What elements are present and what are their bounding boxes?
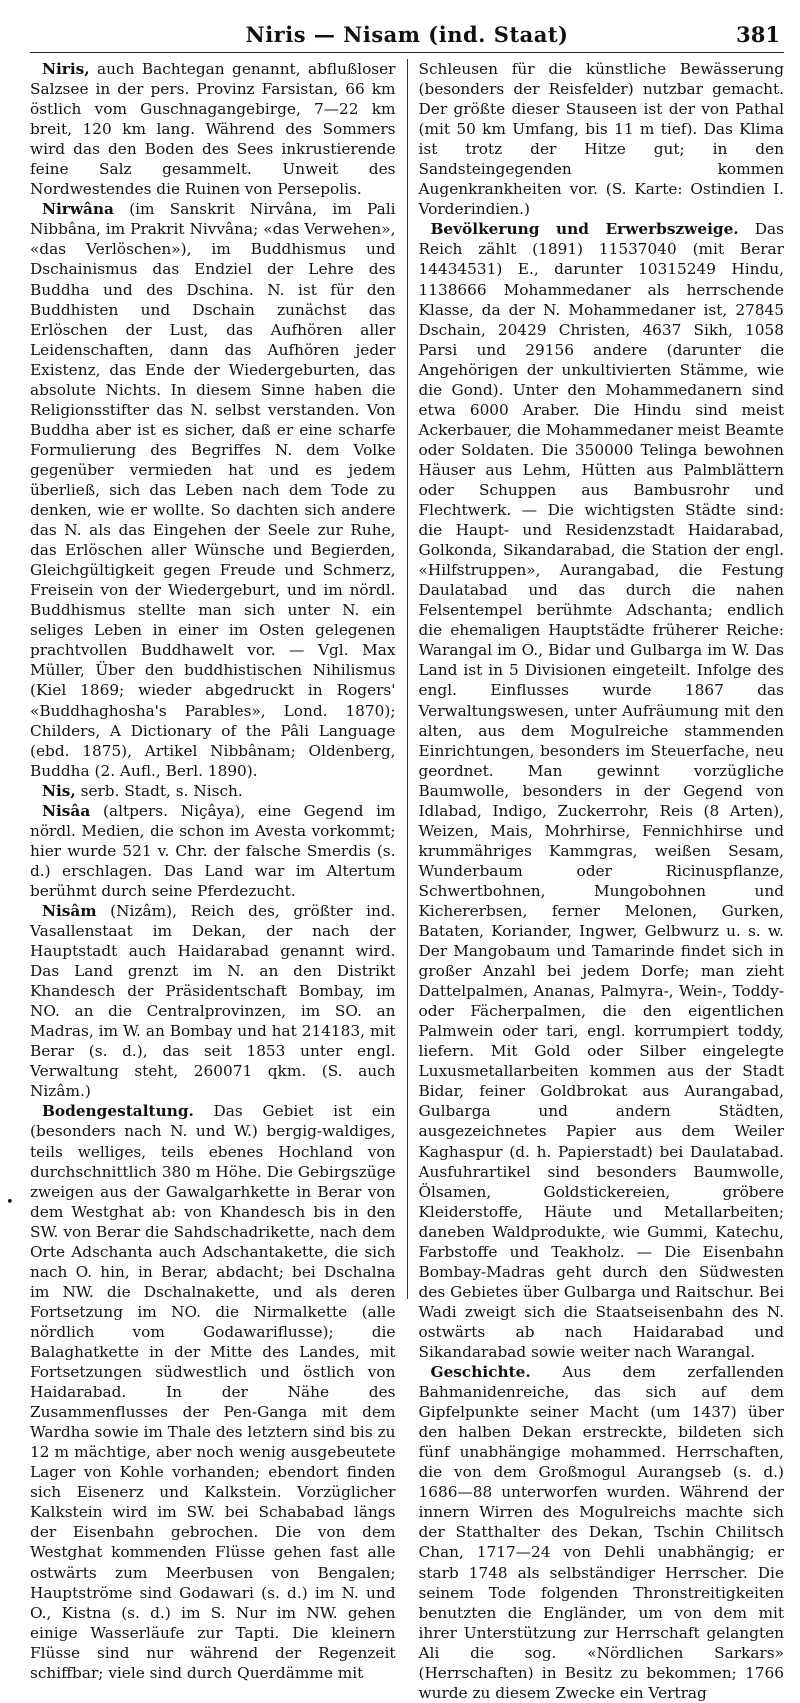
section-body: Aus dem zerfallenden Bahmanidenreiche, das sich auf dem Gipfelpunkte seiner Macht (um 1437) über den halben Dekan erstreckte, bildeten sich fünf unabhängige mohammed. Herrschaften, die von dem Großmogul Aurangseb (s. d.) 1686—88 unterworfen wurden. Während der innern Wirren des Mogulreichs machte sich der Statthalter des Dekan, Tschin Chilitsch Chan, 1717—24 von Dehli unabhängig; er starb 1748 als selbständiger Herrscher. Die seinem Tode folgenden Thronstreitigkeiten benutzten die Engländer, um von dem mit ihrer Unterstützung zur Herrschaft gelangten Ali die sog. «Nördlichen Sarkars» (Herrschaften) in Besitz zu bekommen; 1766 wurde zu diesem Zwecke ein Vertrag bbox=[418, 1363, 784, 1702]
entry-headword: Niris, bbox=[42, 60, 90, 78]
left-column bbox=[30, 59, 396, 1682]
entry-body: serb. Stadt, s. Nisch. bbox=[75, 781, 243, 800]
entry-nis bbox=[30, 781, 396, 801]
section-body: Das Reich zählt (1891) 11537040 (mit Berar 14434531) E., darunter 10315249 Hindu, 1138666 Mohammedaner als herrschende Klasse, da der N. Mohammedaner ist, 27845 Dschain, 20429 Christen, 4637 Sikh, 1058 Parsi und 29156 andere (darunter die Angehörigen der unkultivierten Stämme, wie die Gond). Unter den Mohammedanern sind etwa 6000 Araber. Die Hindu sind meist Ackerbauer, die Mohammedaner meist Beamte oder Soldaten. Die 350000 Telinga bewohnen Häuser aus Lehm, Hütten aus Palmblättern oder Schuppen aus Bambusrohr und Flechtwerk. — Die wichtigsten Städte sind: die Haupt- und Residenzstadt Haidarabad, Golkonda, Sikandarabad, die Station der engl. «Hilfstruppen», Aurangabad, die Festung Daulatabad und das durch die nahen Felsentempel berühmte Adschanta; endlich die ehemaligen Hauptstädte früherer Reiche: Warangal im O., Bidar und Gulbarga im W. Das Land ist in 5 Divisionen eingeteilt. Infolge des engl. Einflusses wurde 1867 das Verwaltungswesen, unter Aufräumung mit den alten, aus dem Mogulreiche stammenden Einrichtungen, besonders im Steuerfache, neu geordnet. Man gewinnt vorzügliche Baumwolle, besonders in der Gegend von Idlabad, Indigo, Zuckerrohr, Reis (8 Arten), Weizen, Mais, Mohrhirse, Fennichhirse und krummähriges Kammgras, weißen Sesam, Wunderbaum oder Ricinuspflanze, Schwertbohnen, Mungobohnen und Kichererbsen, ferner Melonen, Gurken, Bataten, Koriander, Ingwer, Gelbwurz u. s. w. Der Mangobaum und Tamarinde findet sich in großer Anzahl bei jedem Dorfe; man zieht Dattelpalmen, Ananas, Palmyra-, Wein-, Toddy- oder Fächerpalmen, die den eigentlichen Palmwein oder tari, engl. korrumpiert toddy, liefern. Mit Gold oder Silber eingelegte Luxusmetallarbeiten kommen aus der Stadt Bidar, feiner Goldbrokat aus Aurangabad, Gulbarga und andern Städten, ausgezeichnetes Papier aus dem Weiler Kaghaspur (d. h. Papierstadt) bei Daulatabad. Ausfuhrartikel sind besonders Baumwolle, Ölsamen, Goldstickereien, gröbere Kleiderstoffe, Häute und Metallarbeiten; daneben Waldprodukte, wie Gummi, Katechu, Farbstoffe und Teakholz. — Die Eisenbahn Bombay-Madras geht durch den Südwesten des Gebietes über Gulbarga und Raitschur. Bei Wadi zweigt sich die Staatseisenbahn des N. ostwärts ab nach Haidarabad und Sikandarabad sowie weiter nach Warangal. bbox=[418, 220, 784, 1361]
section-bevoelkerung bbox=[419, 219, 785, 1362]
entry-niris bbox=[30, 59, 396, 199]
continued-paragraph: Schleusen für die künstliche Bewässerung (besonders der Reisfelder) nutzbar gemacht. Der größte dieser Stauseen ist der von Pathal (mit 50 km Umfang, bis 11 m tief). Das Klima ist trotz der Hitze gut; in den Sandsteingegenden kommen Augenkrankheiten vor. (S. Karte: Ostindien I. Vorderindien.) bbox=[418, 60, 784, 219]
page-number: 381 bbox=[736, 22, 780, 47]
entry-body: auch Bachtegan genannt, abflußloser Salzsee in der pers. Provinz Farsistan, 66 km östlich vom Guschnagangebirge, 7—22 km breit, 120 km lang. Während des Sommers wird das den Boden des Sees inkrustierende feine Salz gesammelt. Unweit des Nordwestendes die Ruinen von Persepolis. bbox=[30, 60, 396, 199]
entry-body: (Nizâm), Reich des, größter ind. Vasallenstaat im Dekan, der nach der Hauptstadt auch Haidarabad genannt wird. Das Land grenzt im N. an den Distrikt Khandesch der Präsidentschaft Bombay, im NO. an die Centralprovinzen, im SO. an Madras, im W. an Bombay und hat 214183, mit Berar (s. d.), das seit 1853 unter engl. Verwaltung steht, 260071 qkm. (S. auch Nizâm.) bbox=[30, 901, 396, 1101]
entry-nisaa bbox=[30, 801, 396, 901]
right-column bbox=[418, 59, 785, 1702]
section-heading: Geschichte. bbox=[430, 1363, 531, 1382]
entry-nisam bbox=[30, 901, 396, 1101]
entry-body: (altpers. Niçâya), eine Gegend im nördl. Medien, die schon im Avesta vorkommt; hier wurde 521 v. Chr. der falsche Smerdis (s. d.) erschlagen. Das Land war im Altertum berühmt durch seine Pferdezucht. bbox=[30, 801, 396, 900]
entry-headword: Nirwâna bbox=[42, 200, 114, 219]
entry-body: (im Sanskrit Nirvâna, im Pali Nibbâna, im Prakrit Nivvâna; «das Verwehen», «das Verlöschen»), im Buddhismus und Dschainismus das Endziel der Lehre des Buddha und des Dschina. N. ist für den Buddhisten und Dschain zunächst das Erlöschen der Lust, das Aufhören aller Leidenschaften, dann das Aufhören jeder Existenz, das Ende der Wiedergeburten, das absolute Nichts. In diesem Sinne haben die Religionsstifter das N. selbst verstanden. Von Buddha aber ist es sicher, daß er eine scharfe Formulierung des Begriffes N. dem Volke gegenüber vermieden hat und es jedem überließ, sich das Leben nach dem Tode zu denken, wie er wollte. So dachten sich andere das N. als das Eingehen der Seele zur Ruhe, das Erlöschen aller Wünsche und Begierden, Gleichgültigkeit gegen Freude und Schmerz, Freisein von der Wiedergeburt, und im nördl. Buddhismus stellte man sich unter N. ein seliges Leben in einer im Osten gelegenen prachtvollen Buddhawelt vor. — Vgl. Max Müller, Über den buddhistischen Nihilismus (Kiel 1869; wieder abgedruckt in Rogers' «Buddhaghosha's Parables», Lond. 1870); Childers, A Dictionary of the Pâli Language (ebd. 1875), Artikel Nibbânam; Oldenberg, Buddha (2. Aufl., Berl. 1890). bbox=[30, 200, 396, 780]
entry-nirwana bbox=[30, 199, 396, 780]
page-header bbox=[30, 22, 784, 53]
text-columns bbox=[30, 59, 784, 1702]
section-body: Das Gebiet ist ein (besonders nach N. und W.) bergig-waldiges, teils welliges, teils ebenes Hochland von durchschnittlich 380 m Höhe. Die Gebirgszüge zweigen aus der Gawalgarhkette in Berar von dem Westghat ab: von Khandesch bis in den SW. von Berar die Sahdschadrikette, nach dem Orte Adschanta auch Adschantakette, die sich nach O. hin, in Berar, abdacht; bei Dschalna im NW. die Dschalnakette, und als deren Fortsetzung im NO. die Nirmalkette (alle nördlich vom Godawariflusse); die Balaghatkette in der Mitte des Landes, mit Fortsetzungen südwestlich und östlich von Haidarabad. In der Nähe des Zusammenflusses der Pen-Ganga mit dem Wardha sowie im Thale des letztern sind bis zu 12 m mächtige, aber noch wenig ausgebeutete Lager von Kohle vorhanden; ebendort finden sich Eisenerz und Kalkstein. Vorzüglicher Kalkstein wird im SW. bei Schababad längs der Eisenbahn gebrochen. Die von dem Westghat kommenden Flüsse gehen fast alle ostwärts zum Meerbusen von Bengalen; Hauptströme sind Godawari (s. d.) im N. und O., Kistna (s. d.) im S. Nur im NW. gehen einige Wasserläufe zur Tapti. Die kleinern Flüsse sind nur während der Regenzeit schiffbar; viele sind durch Querdämme mit bbox=[30, 1102, 396, 1682]
entry-headword: Nisâm bbox=[42, 901, 97, 920]
section-heading: Bevölkerung und Erwerbszweige. bbox=[430, 220, 739, 239]
section-bodengestaltung bbox=[30, 1101, 396, 1682]
section-heading: Bodengestaltung. bbox=[42, 1102, 194, 1121]
entry-headword: Nis, bbox=[42, 781, 76, 800]
margin-marker: • bbox=[6, 1195, 14, 1210]
running-title: Niris — Nisam (ind. Staat) bbox=[245, 22, 569, 47]
column-divider bbox=[407, 59, 408, 1299]
section-geschichte bbox=[419, 1362, 785, 1703]
entry-headword: Nisâa bbox=[42, 801, 91, 820]
